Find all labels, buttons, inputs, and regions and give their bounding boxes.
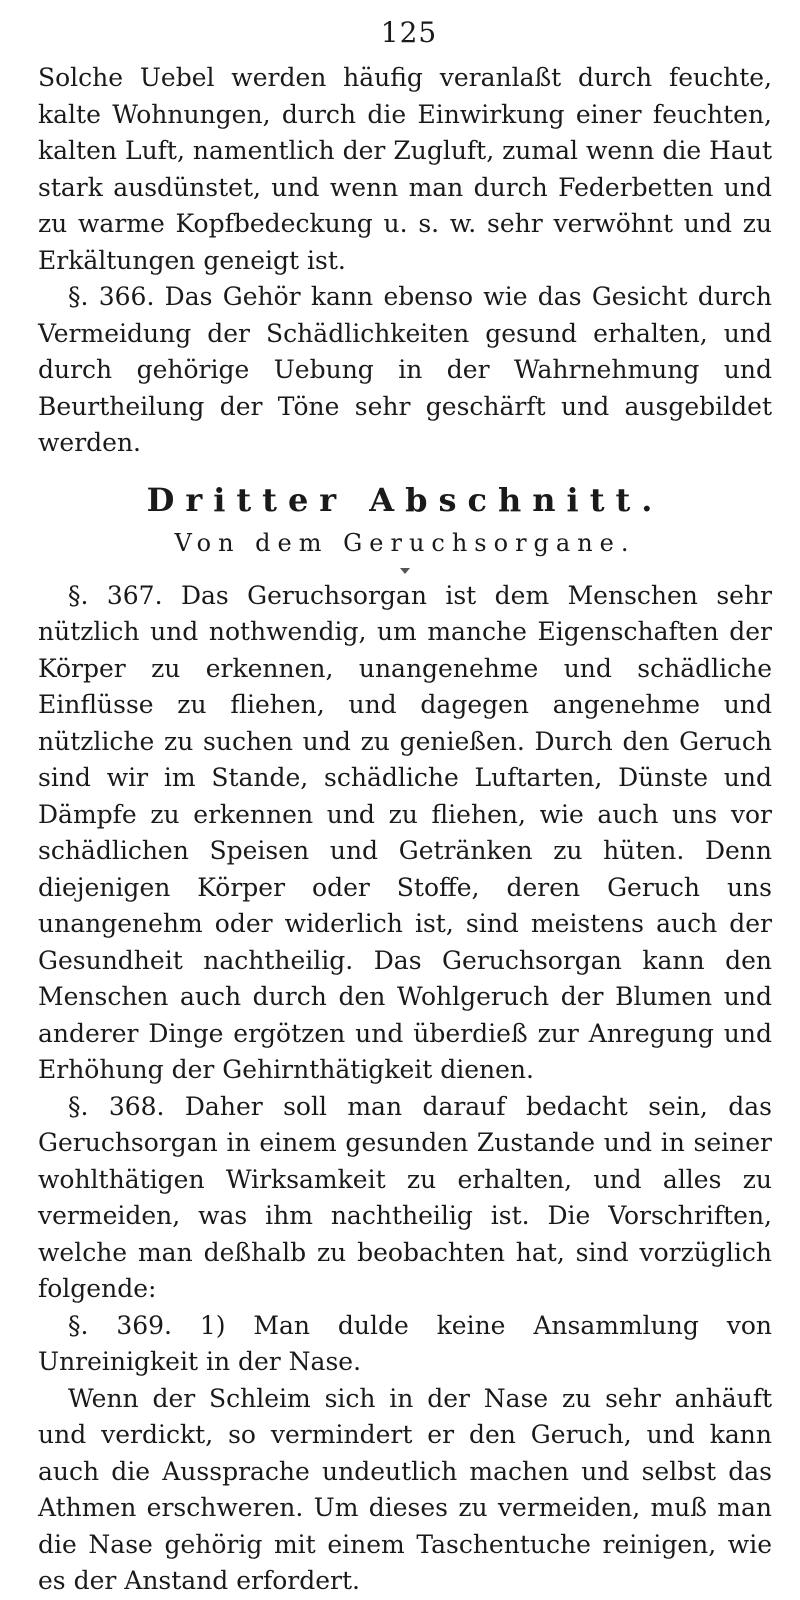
- paragraph-366-hearing: §. 366. Das Gehör kann ebenso wie das Gesicht durch Vermeidung der Schädlichkeiten gesund erhalten, und durch gehörige Uebung in der Wahrnehmung und Beurtheilung der Töne sehr geschärft und ausgebildet werden.: [38, 282, 772, 457]
- paragraph-damp-housing: Solche Uebel werden häufig veranlaßt durch feuchte, kalte Wohnungen, durch die Einwirkung einer feuchten, kalten Luft, namentlich der Zugluft, zumal wenn die Haut stark ausdünstet, und wenn man durch Federbetten und zu warme Kopfbedeckung u. s. w. sehr verwöhnt und zu Erkältungen geneigt ist.: [38, 63, 772, 275]
- paragraph-367-smell-organ: §. 367. Das Geruchsorgan ist dem Menschen sehr nützlich und nothwendig, um manche Eigenschaften der Körper zu erkennen, unangenehme und schädliche Einflüsse zu fliehen, und dagegen angenehme und nützliche zu suchen und zu genießen. Durch den Geruch sind wir im Stande, schädliche Luftarten, Dünste und Dämpfe zu erkennen und zu fliehen, wie auch uns vor schädlichen Speisen und Getränken zu hüten. Denn diejenigen Körper oder Stoffe, deren Geruch uns unangenehm oder widerlich ist, sind meistens auch der Gesundheit nachtheilig. Das Geruchsorgan kann den Menschen auch durch den Wohlgeruch der Blumen und anderer Dinge ergötzen und überdieß zur Anregung und Erhöhung der Gehirnthätigkeit dienen.: [38, 580, 772, 1084]
- divider-mark: [400, 568, 410, 574]
- paragraph-369-rule-1: §. 369. 1) Man dulde keine Ansammlung von Unreinigkeit in der Nase.: [38, 1310, 772, 1376]
- page-number: 125: [380, 16, 438, 49]
- section-heading: Dritter Abschnitt.: [146, 480, 664, 519]
- paragraph-mucus: Wenn der Schleim sich in der Nase zu sehr anhäuft und verdickt, so vermindert er den Geruch, und kann auch die Aussprache undeutlich machen und selbst das Athmen erschweren. Um dieses zu vermeiden, muß man die Nase gehörig mit einem Taschentuche reinigen, wie es der Anstand erfordert.: [38, 1383, 772, 1595]
- paragraph-368-preservation: §. 368. Daher soll man darauf bedacht sein, das Geruchsorgan in einem gesunden Zustande und in seiner wohlthätigen Wirksamkeit zu erhalten, und alles zu vermeiden, was ihm nachtheilig ist. Die Vorschriften, welche man deßhalb zu beobachten hat, sind vorzüglich folgende:: [38, 1091, 772, 1303]
- section-subheading: Von dem Geruchsorgane.: [174, 528, 636, 557]
